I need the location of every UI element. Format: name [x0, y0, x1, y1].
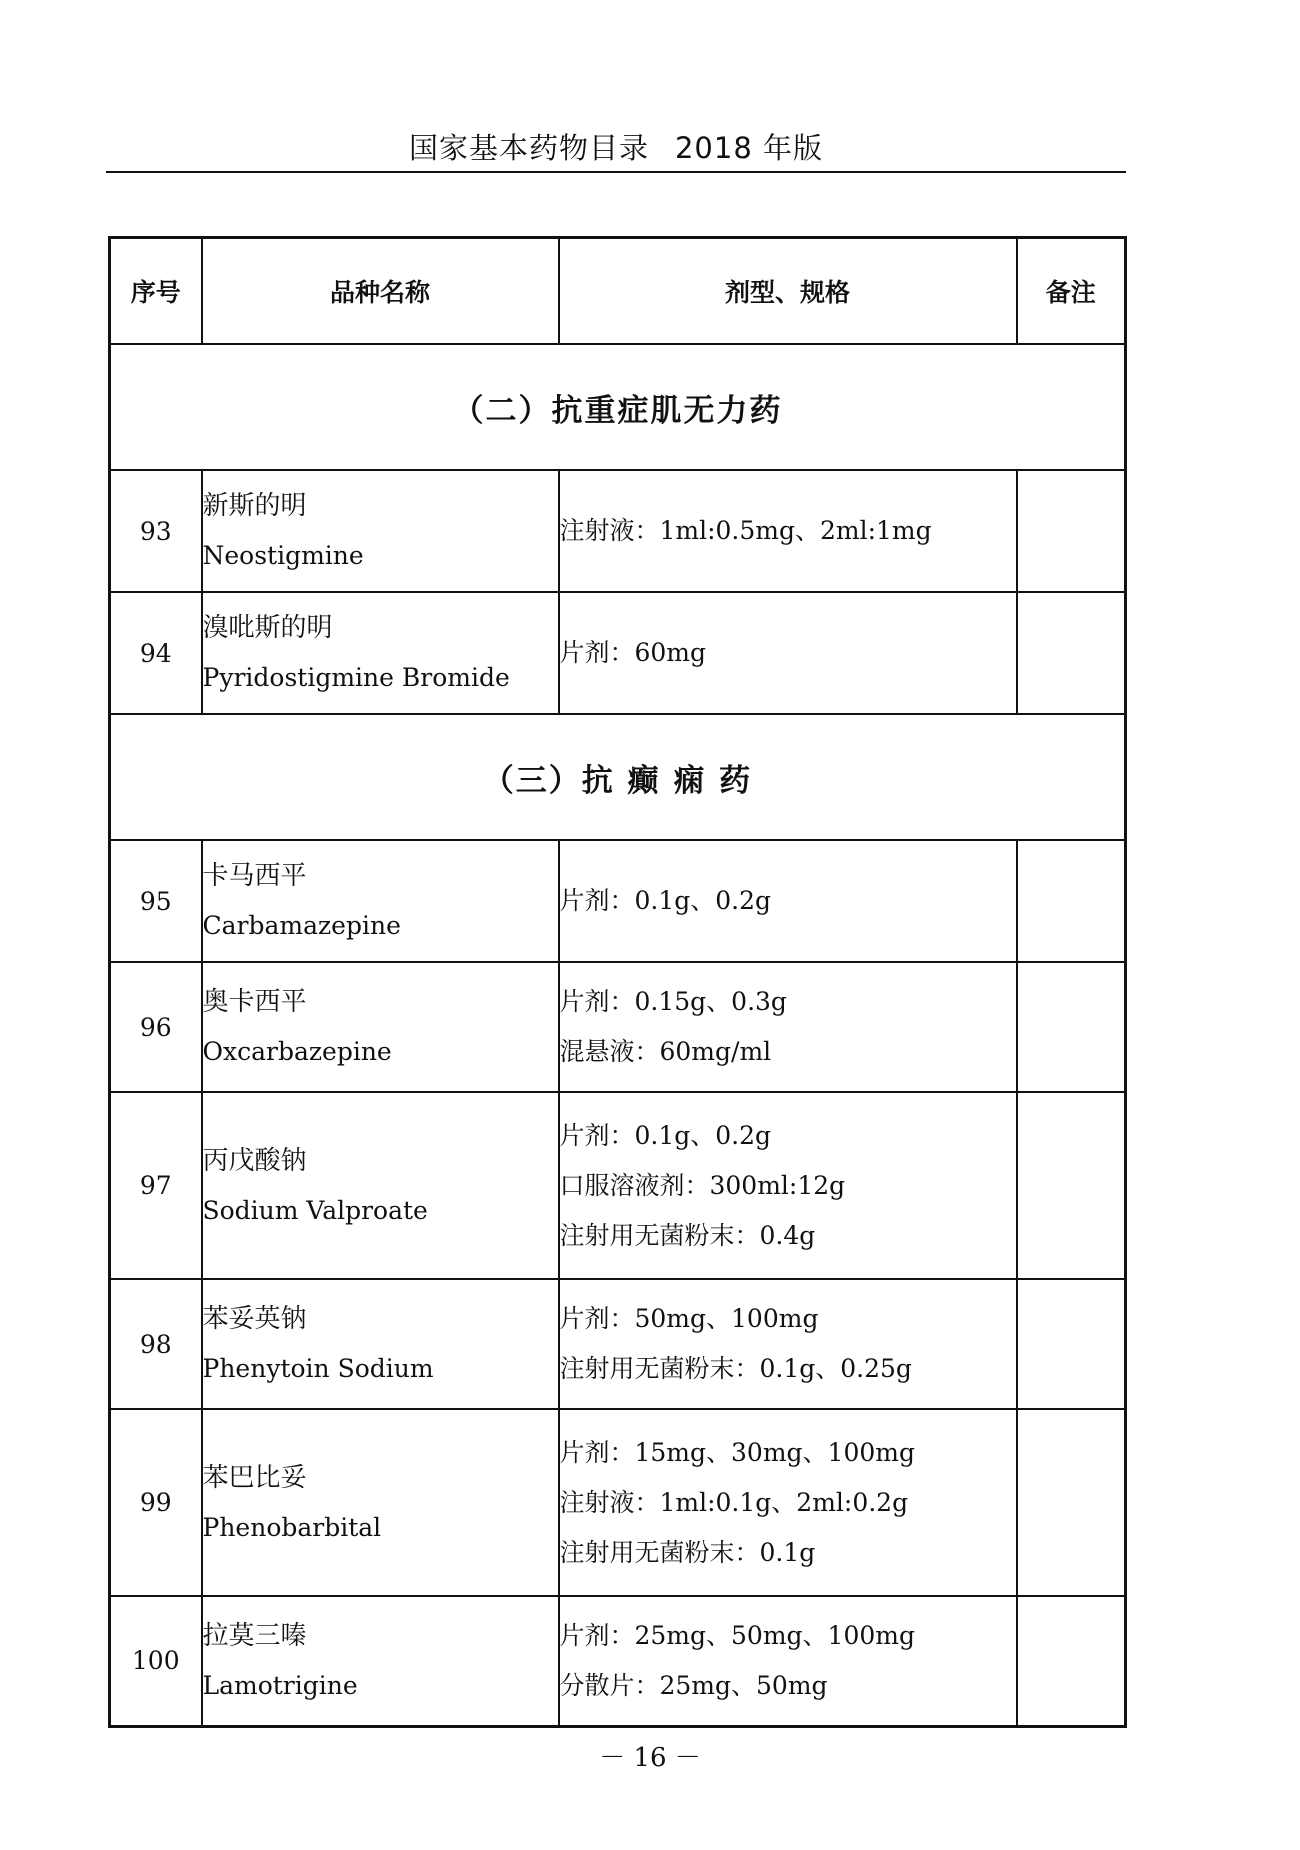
section-title: （二）抗重症肌无力药	[110, 344, 1126, 470]
dosage-spec-line: 片剂：0.1g、0.2g	[559, 1120, 772, 1150]
drug-name-zh: 卡马西平	[202, 861, 307, 891]
remark-cell	[1017, 1596, 1126, 1726]
table-row	[110, 962, 1126, 1092]
catalog-edition: 2018 年版	[674, 131, 824, 165]
remark-cell	[1017, 962, 1126, 1092]
drug-number: 95	[110, 840, 202, 962]
table-row	[110, 1279, 1126, 1409]
drug-number: 99	[110, 1409, 202, 1596]
drug-name-zh: 拉莫三嗪	[202, 1620, 307, 1651]
remark-cell	[1017, 470, 1126, 592]
drug-number: 96	[110, 962, 202, 1092]
drug-name-cell	[202, 592, 559, 714]
dosage-spec-line: 混悬液：60mg/ml	[559, 1037, 772, 1066]
section-row	[110, 344, 1126, 470]
dosage-spec-line: 片剂：25mg、50mg、100mg	[559, 1620, 915, 1650]
column-header-number: 序号	[110, 238, 202, 345]
dosage-spec-line: 片剂：50mg、100mg	[559, 1304, 819, 1333]
dosage-spec-cell	[559, 1092, 1017, 1279]
header-divider	[106, 171, 1126, 173]
table-row	[110, 1092, 1126, 1279]
table-row	[110, 592, 1126, 714]
dosage-spec-line: 片剂：60mg	[559, 638, 707, 667]
dosage-spec-cell	[559, 962, 1017, 1092]
drug-name-cell	[202, 1409, 559, 1596]
table-body	[110, 344, 1126, 1726]
drug-name-zh: 奥卡西平	[202, 987, 307, 1017]
drug-name-en: Phenytoin Sodium	[202, 1354, 434, 1383]
drug-name-cell	[202, 962, 559, 1092]
table-header-row	[110, 238, 1126, 345]
dosage-spec-line: 片剂：15mg、30mg、100mg	[559, 1437, 915, 1467]
dosage-spec-cell	[559, 1409, 1017, 1596]
drug-name-cell	[202, 470, 559, 592]
remark-cell	[1017, 1409, 1126, 1596]
column-header-name: 品种名称	[202, 238, 559, 345]
dosage-spec-line: 片剂：0.15g、0.3g	[559, 987, 787, 1016]
drug-name-zh: 丙戊酸钠	[202, 1145, 307, 1176]
drug-name-en: Carbamazepine	[202, 911, 401, 940]
dosage-spec-line: 注射用无菌粉末：0.1g、0.25g	[559, 1354, 912, 1383]
dosage-spec-line: 注射液：1ml:0.5mg、2ml:1mg	[559, 516, 932, 545]
column-header-spec: 剂型、规格	[559, 238, 1017, 345]
table-row	[110, 1596, 1126, 1726]
dosage-spec-cell	[559, 470, 1017, 592]
drug-name-zh: 新斯的明	[202, 491, 307, 521]
drug-name-en: Lamotrigine	[202, 1670, 358, 1700]
drug-name-cell	[202, 840, 559, 962]
drug-catalog-table	[108, 236, 1127, 1728]
remark-cell	[1017, 840, 1126, 962]
drug-number: 97	[110, 1092, 202, 1279]
table-row	[110, 1409, 1126, 1596]
drug-name-cell	[202, 1092, 559, 1279]
page-number: － 16 －	[599, 1743, 701, 1773]
catalog-title: 国家基本药物目录	[408, 131, 649, 165]
remark-cell	[1017, 1279, 1126, 1409]
dosage-spec-line: 注射用无菌粉末：0.4g	[559, 1220, 816, 1250]
drug-name-cell	[202, 1596, 559, 1726]
dosage-spec-cell	[559, 1279, 1017, 1409]
section-title: （三）抗 癫 痫 药	[110, 714, 1126, 840]
dosage-spec-cell	[559, 1596, 1017, 1726]
drug-name-zh: 溴吡斯的明	[202, 613, 333, 643]
drug-number: 94	[110, 592, 202, 714]
drug-name-zh: 苯巴比妥	[202, 1462, 307, 1493]
dosage-spec-line: 注射用无菌粉末：0.1g	[559, 1537, 816, 1567]
dosage-spec-line: 注射液：1ml:0.1g、2ml:0.2g	[559, 1487, 909, 1517]
dosage-spec-cell	[559, 840, 1017, 962]
dosage-spec-line: 口服溶液剂：300ml:12g	[559, 1170, 846, 1200]
remark-cell	[1017, 592, 1126, 714]
section-row	[110, 714, 1126, 840]
dosage-spec-cell	[559, 592, 1017, 714]
drug-name-en: Sodium Valproate	[202, 1195, 428, 1225]
drug-number: 100	[110, 1596, 202, 1726]
column-header-remark: 备注	[1017, 238, 1126, 345]
drug-number: 93	[110, 470, 202, 592]
drug-name-zh: 苯妥英钠	[202, 1304, 307, 1334]
drug-number: 98	[110, 1279, 202, 1409]
table-row	[110, 840, 1126, 962]
drug-name-en: Neostigmine	[202, 541, 364, 570]
dosage-spec-line: 片剂：0.1g、0.2g	[559, 886, 772, 915]
drug-name-cell	[202, 1279, 559, 1409]
remark-cell	[1017, 1092, 1126, 1279]
drug-name-en: Oxcarbazepine	[202, 1037, 392, 1066]
drug-name-en: Pyridostigmine Bromide	[202, 663, 510, 692]
dosage-spec-line: 分散片：25mg、50mg	[559, 1670, 828, 1700]
page-header	[106, 124, 1126, 172]
table-row	[110, 470, 1126, 592]
drug-name-en: Phenobarbital	[202, 1512, 382, 1542]
